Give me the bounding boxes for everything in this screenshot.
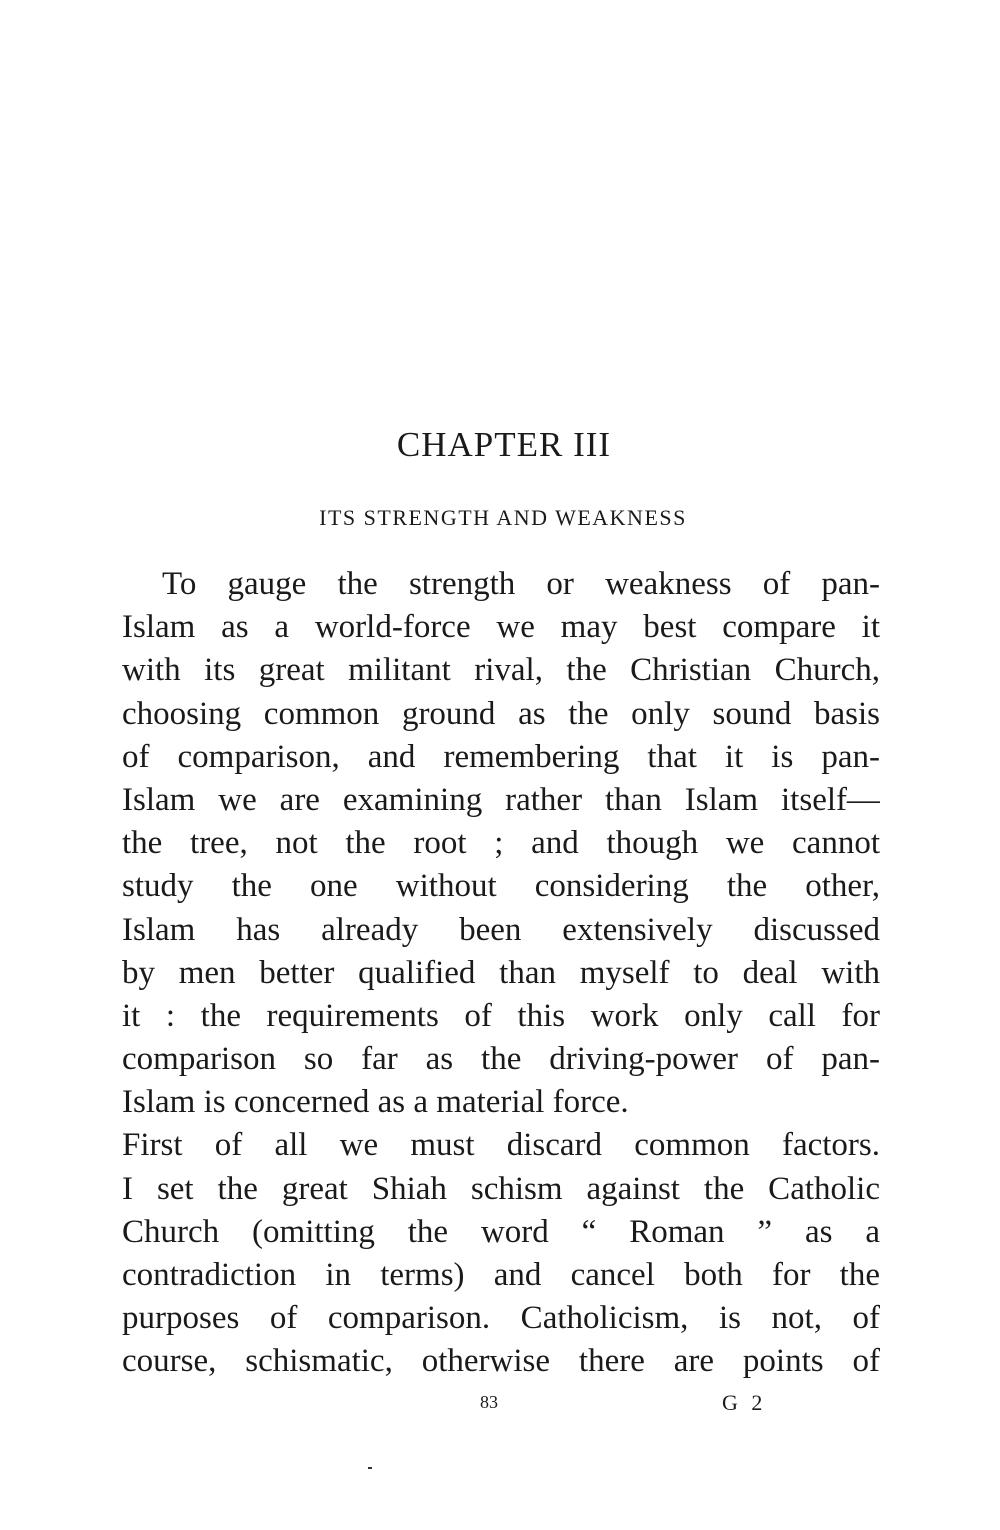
body-text bbox=[122, 563, 880, 1384]
text-line: comparison so far as the driving-power of pan- bbox=[122, 1041, 880, 1078]
text-line: study the one without considering the other, bbox=[122, 868, 880, 905]
text-line: choosing common ground as the only sound basis bbox=[122, 695, 880, 732]
text-line: To gauge the strength or weakness of pan- bbox=[162, 566, 880, 602]
text-line: purposes of comparison. Catholicism, is not, of bbox=[122, 1300, 880, 1337]
text-line: Islam as a world-force we may best compare it bbox=[122, 609, 880, 646]
text-line: contradiction in terms) and cancel both for the bbox=[122, 1257, 880, 1293]
text-line: Islam we are examining rather than Islam itself— bbox=[122, 781, 880, 818]
text-line: Islam has already been extensively discussed bbox=[122, 911, 880, 948]
text-line: First of all we must discard common factors. bbox=[122, 1127, 880, 1164]
chapter-subtitle: ITS STRENGTH AND WEAKNESS bbox=[319, 505, 687, 530]
text-line: Church (omitting the word “ Roman ” as a bbox=[122, 1213, 880, 1250]
text-line: Islam is concerned as a material force. bbox=[122, 1084, 629, 1121]
text-line: with its great militant rival, the Christian Church, bbox=[122, 652, 880, 689]
text-line: the tree, not the root ; and though we cannot bbox=[122, 825, 880, 862]
text-line: by men better qualified than myself to deal with bbox=[122, 954, 880, 991]
signature-mark: G 2 bbox=[722, 1390, 767, 1415]
text-line: it : the requirements of this work only call for bbox=[122, 997, 880, 1034]
page-number: 83 bbox=[480, 1392, 498, 1412]
chapter-title: CHAPTER III bbox=[396, 425, 612, 464]
text-line: I set the great Shiah schism against the Catholic bbox=[122, 1170, 880, 1207]
text-line: course, schismatic, otherwise there are points of bbox=[122, 1343, 880, 1380]
print-speck bbox=[368, 1467, 372, 1469]
text-line: of comparison, and remembering that it is pan- bbox=[122, 738, 880, 775]
